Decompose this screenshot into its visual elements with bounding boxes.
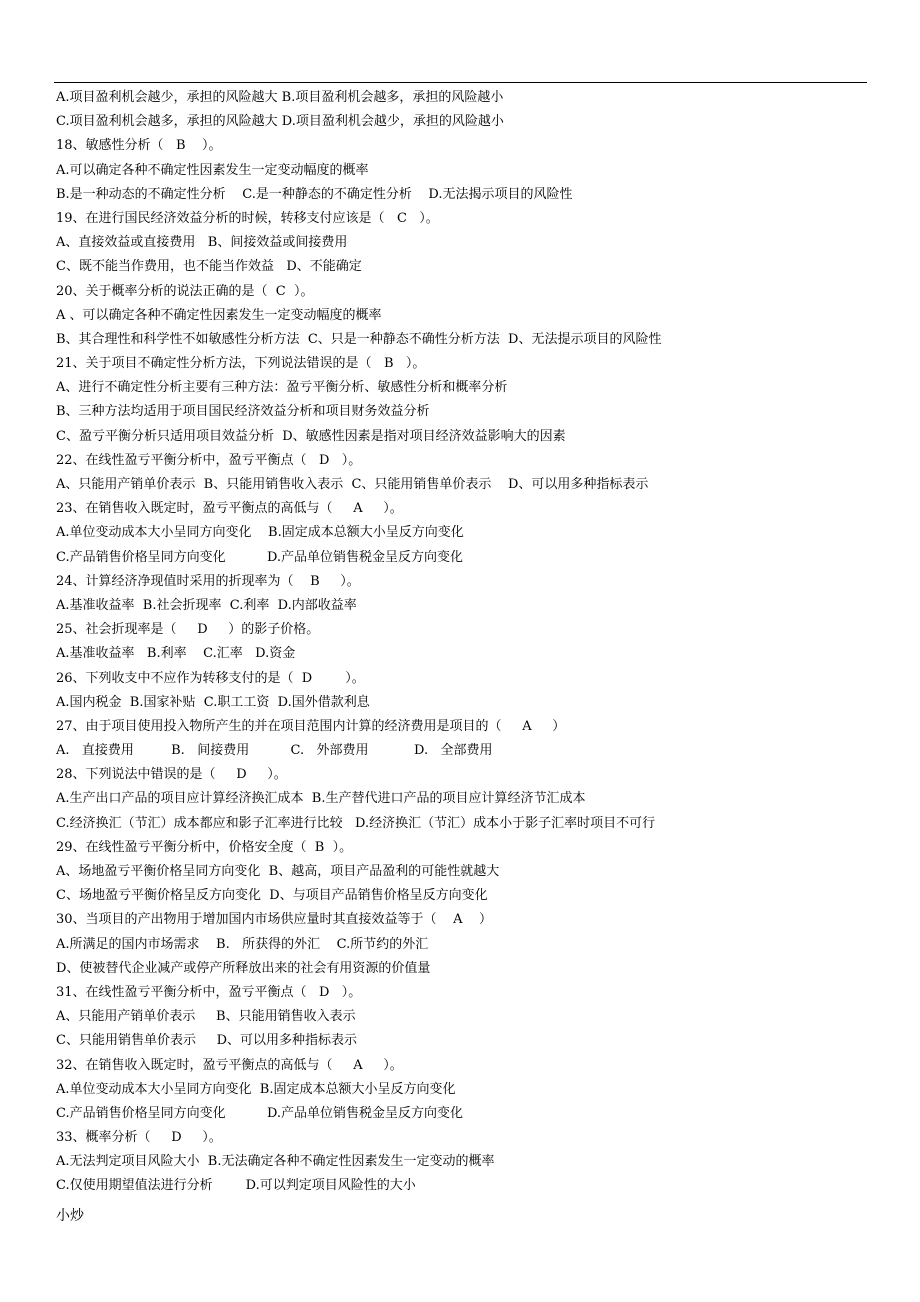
- text-line: 22、在线性盈亏平衡分析中，盈亏平衡点（ D ）。: [56, 452, 362, 468]
- text-line: A.单位变动成本大小呈同方向变化 B.固定成本总额大小呈反方向变化: [56, 525, 464, 541]
- text-line: 27、由于项目使用投入物所产生的并在项目范围内计算的经济费用是项目的（ A ）: [56, 718, 566, 734]
- text-line: A. 直接费用 B. 间接费用 C. 外部费用 D. 全部费用: [56, 743, 493, 759]
- text-line: C、既不能当作费用，也不能当作效益 D、不能确定: [56, 259, 362, 275]
- text-line: 26、下列收支中不应作为转移支付的是（ D ）。: [56, 670, 365, 686]
- text-line: 28、下列说法中错误的是（ D ）。: [56, 767, 287, 783]
- text-line: B.是一种动态的不确定性分析 C.是一种静态的不确定性分析 D.无法揭示项目的风险性: [56, 186, 573, 202]
- text-line: A.基准收益率 B.利率 C.汇率 D.资金: [56, 646, 296, 662]
- header-rule: [54, 82, 867, 83]
- text-line: 33、概率分析（ D ）。: [56, 1130, 222, 1146]
- text-line: A、直接效益或直接费用 B、间接效益或间接费用: [56, 235, 348, 251]
- text-line: B、其合理性和科学性不如敏感性分析方法 C、只是一种静态不确性分析方法 D、无法提示项目的风险性: [56, 331, 662, 347]
- text-line: C.仅使用期望值法进行分析 D.可以判定项目风险性的大小: [56, 1178, 416, 1194]
- text-line: A.项目盈利机会越少，承担的风险越大 B.项目盈利机会越多，承担的风险越小: [56, 90, 504, 105]
- text-line: C.项目盈利机会越多，承担的风险越大 D.项目盈利机会越少，承担的风险越小: [56, 114, 504, 130]
- text-line: 32、在销售收入既定时，盈亏平衡点的高低与（ A ）。: [56, 1057, 403, 1073]
- text-line: B、三种方法均适用于项目国民经济效益分析和项目财务效益分析: [56, 404, 430, 420]
- text-line: C.经济换汇（节汇）成本都应和影子汇率进行比较 D.经济换汇（节汇）成本小于影子汇率时项目不可行: [56, 815, 656, 831]
- text-line: A、只能用产销单价表示 B、只能用销售收入表示 C、只能用销售单价表示 D、可以用多种指标表示: [56, 477, 649, 492]
- text-line: 20、关于概率分析的说法正确的是（ C ）。: [56, 283, 314, 299]
- text-line: D、使被替代企业减产或停产所释放出来的社会有用资源的价值量: [56, 960, 431, 976]
- text-line: C、场地盈亏平衡价格呈反方向变化 D、与项目产品销售价格呈反方向变化: [56, 888, 488, 904]
- text-line: A.无法判定项目风险大小 B.无法确定各种不确定性因素发生一定变动的概率: [56, 1154, 495, 1170]
- document-body: [56, 86, 896, 1199]
- text-line: A.基准收益率 B.社会折现率 C.利率 D.内部收益率: [56, 597, 357, 613]
- text-line: A.可以确定各种不确定性因素发生一定变动幅度的概率: [56, 162, 369, 178]
- text-line: A.所满足的国内市场需求 B. 所获得的外汇 C.所节约的外汇: [56, 936, 429, 952]
- text-line: A.单位变动成本大小呈同方向变化 B.固定成本总额大小呈反方向变化: [56, 1081, 456, 1097]
- text-line: C、盈亏平衡分析只适用项目效益分析 D、敏感性因素是指对项目经济效益影响大的因素: [56, 428, 566, 444]
- text-line: A、只能用产销单价表示 B、只能用销售收入表示: [56, 1009, 356, 1025]
- text-line: 21、关于项目不确定性分析方法，下列说法错误的是（ B ）。: [56, 356, 426, 372]
- text-line: 30、当项目的产出物用于增加国内市场供应量时其直接效益等于（ A ）: [56, 912, 492, 928]
- text-line: 31、在线性盈亏平衡分析中，盈亏平衡点（ D ）。: [56, 984, 362, 1000]
- text-line: 25、社会折现率是（ D ）的影子价格。: [56, 622, 320, 638]
- text-line: A、进行不确定性分析主要有三种方法：盈亏平衡分析、敏感性分析和概率分析: [56, 380, 508, 396]
- text-line: A.生产出口产品的项目应计算经济换汇成本 B.生产替代进口产品的项目应计算经济节汇成本: [56, 791, 586, 807]
- text-line: A 、可以确定各种不确定性因素发生一定变动幅度的概率: [56, 307, 382, 323]
- text-line: C.产品销售价格呈同方向变化 D.产品单位销售税金呈反方向变化: [56, 549, 464, 565]
- text-line: 24、计算经济净现值时采用的折现率为（ B ）。: [56, 573, 360, 589]
- text-line: C、只能用销售单价表示 D、可以用多种指标表示: [56, 1033, 358, 1049]
- text-line: C.产品销售价格呈同方向变化 D.产品单位销售税金呈反方向变化: [56, 1105, 464, 1121]
- text-line: 18、敏感性分析（ B ）。: [56, 138, 222, 154]
- page-footer: 小炒: [56, 1208, 84, 1224]
- text-line: 29、在线性盈亏平衡分析中，价格安全度（ B ）。: [56, 839, 353, 855]
- text-line: 23、在销售收入既定时，盈亏平衡点的高低与（ A ）。: [56, 501, 403, 517]
- text-line: A.国内税金 B.国家补贴 C.职工工资 D.国外借款利息: [56, 694, 370, 710]
- text-line: 19、在进行国民经济效益分析的时候，转移支付应该是（ C ）。: [56, 210, 439, 226]
- text-line: A、场地盈亏平衡价格呈同方向变化 B、越高，项目产品盈利的可能性就越大: [56, 864, 500, 879]
